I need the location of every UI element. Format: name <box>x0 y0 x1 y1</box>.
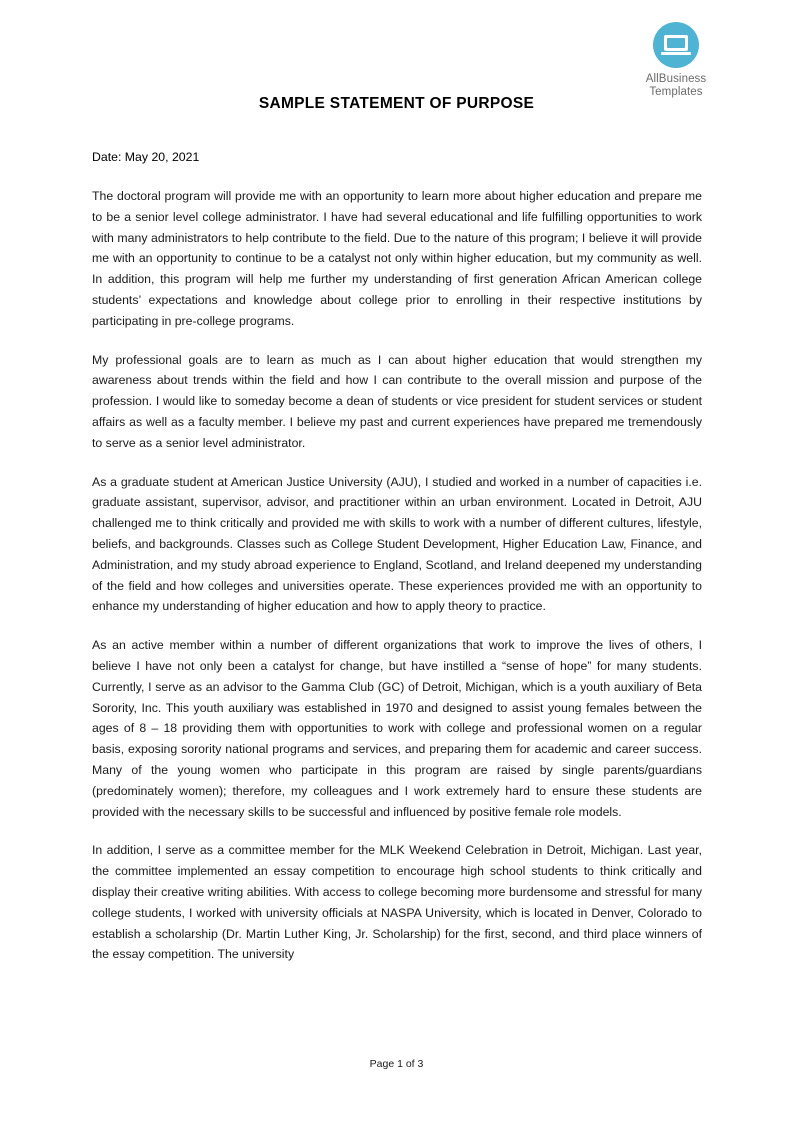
logo-text-line1: AllBusiness <box>645 73 707 85</box>
paragraph: As an active member within a number of different organizations that work to improve the lives of others, I believe I have not only been a catalyst for change, but have instilled a “sense of hope” for many students. Currently, I serve as an advisor to the Gamma Club (GC) of Detroit, Michigan, which is a youth auxiliary of Beta Sorority, Inc. This youth auxiliary was established in 1970 and designed to assist young females between the ages of 8 – 18 providing them with opportunities to work with college and professional women on a regular basis, exposing sorority national programs and services, and preparing them for academic and career success. Many of the young women who participate in this program are raised by single parents/guardians (predominately women); therefore, my colleagues and I work extremely hard to ensure these students are provided with the necessary skills to be successful and influenced by positive female role models. <box>92 638 702 819</box>
document-body <box>92 148 702 965</box>
paragraph: The doctoral program will provide me with an opportunity to learn more about higher education and prepare me to be a senior level college administrator. I have had several educational and life fulfilling opportunities to work with many administrators to help contribute to the field. Due to the nature of this program; I believe it will provide me with an opportunity to continue to be a catalyst not only within higher education, but my community as well. In addition, this program will help me further my understanding of first generation African American college students’ expectations and knowledge about college prior to enrolling in their respective institutions by participating in pre-college programs. <box>92 189 702 328</box>
paragraph: My professional goals are to learn as much as I can about higher education that would strengthen my awareness about trends within the field and how I can contribute to the overall mission and purpose of the profession. I would like to someday become a dean of students or vice president for student services or student affairs as well as a faculty member. I believe my past and current experiences have prepared me tremendously to serve as a senior level administrator. <box>92 352 702 450</box>
date-line: Date: May 20, 2021 <box>92 150 200 164</box>
paragraph: In addition, I serve as a committee member for the MLK Weekend Celebration in Detroit, Michigan. Last year, the committee implemented an essay competition to encourage high school students to think critically and display their creative writing abilities. With access to college becoming more burdensome and stressful for many college students, I worked with university officials at NASPA University, which is located in Denver, Colorado to establish a scholarship (Dr. Martin Luther King, Jr. Scholarship) for the first, second, and third place winners of the essay competition. The university <box>92 843 702 962</box>
monitor-icon <box>653 22 699 68</box>
paragraph: As a graduate student at American Justice University (AJU), I studied and worked in a number of capacities i.e. graduate assistant, supervisor, advisor, and practitioner within an urban environment. Located in Detroit, AJU challenged me to think critically and provided me with skills to work with a number of different cultures, lifestyle, beliefs, and backgrounds. Classes such as College Student Development, Higher Education Law, Finance, and Administration, and my study abroad experience to England, Scotland, and Ireland deepened my understanding of the field and how colleges and universities operate. These experiences provided me with an opportunity to enhance my understanding of higher education and how to apply theory to practice. <box>92 474 702 614</box>
monitor-screen-shape <box>664 35 688 51</box>
page-title: SAMPLE STATEMENT OF PURPOSE <box>258 95 535 112</box>
logo-text-line2: Templates <box>649 86 703 98</box>
monitor-base-shape <box>661 52 691 55</box>
page-footer: Page 1 of 3 <box>369 1058 424 1070</box>
allbusiness-templates-logo <box>621 22 731 99</box>
